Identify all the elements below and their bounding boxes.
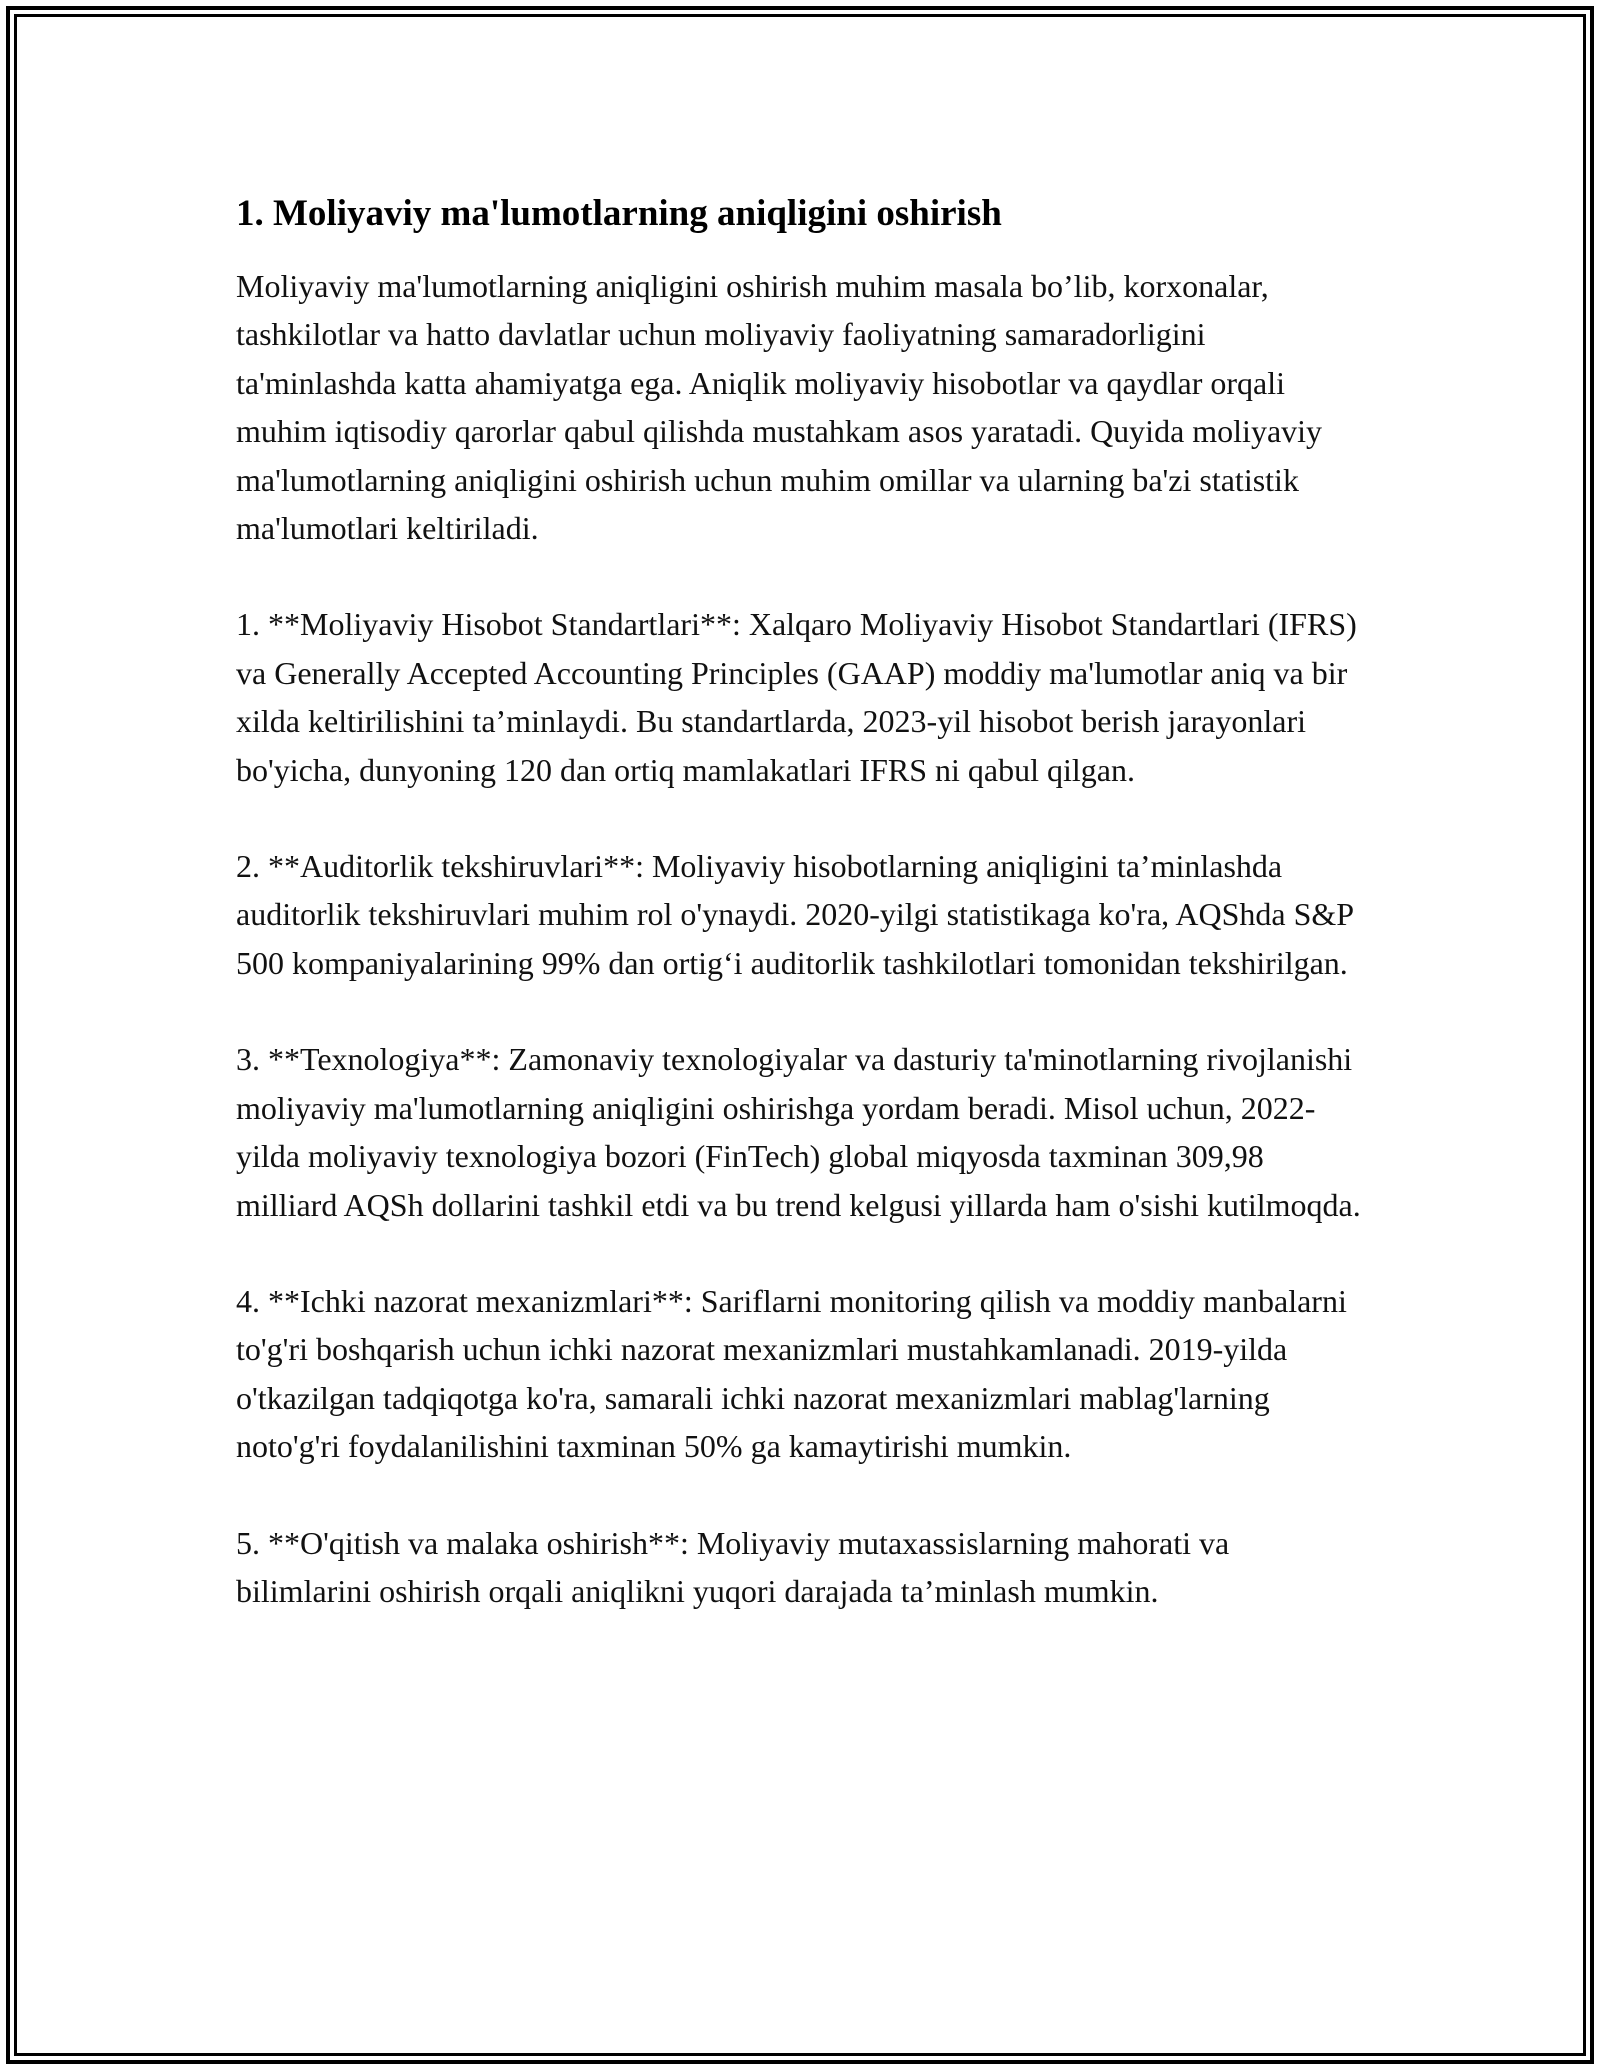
- list-item-standards: 1. **Moliyaviy Hisobot Standartlari**: Xalqaro Moliyaviy Hisobot Standartlari (IFRS) va Generally Accepted Accounting Principles (GAAP) moddiy ma'lumotlar aniq va bir xilda keltirilishini ta’minlaydi. Bu standartlarda, 2023-yil hisobot berish jarayonlari bo'yicha, dunyoning 120 dan ortiq mamlakatlari IFRS ni qabul qilgan.: [236, 606, 1357, 788]
- list-item-training: 5. **O'qitish va malaka oshirish**: Moliyaviy mutaxassislarning mahorati va bilimlarini oshirish orqali aniqlikni yuqori darajada ta’minlash mumkin.: [236, 1524, 1230, 1609]
- list-item-technology: 3. **Texnologiya**: Zamonaviy texnologiyalar va dasturiy ta'minotlarning rivojlanishi moliyaviy ma'lumotlarning aniqligini oshirishga yordam beradi. Misol uchun, 2022-yilda moliyaviy texnologiya bozori (FinTech) global miqyosda taxminan 309,98 milliard AQSh dollarini tashkil etdi va bu trend kelgusi yillarda ham o'sishi kutilmoqda.: [236, 1041, 1361, 1223]
- list-item-internal-control: 4. **Ichki nazorat mexanizmlari**: Sariflarni monitoring qilish va moddiy manbalarni to'g'ri boshqarish uchun ichki nazorat mexanizmlari mustahkamlanadi. 2019-yilda o'tkazilgan tadqiqotga ko'ra, samarali ichki nazorat mexanizmlari mablag'larning noto'g'ri foydalanilishini taxminan 50% ga kamaytirishi mumkin.: [236, 1282, 1347, 1465]
- list-item-audits: 2. **Auditorlik tekshiruvlari**: Moliyaviy hisobotlarning aniqligini ta’minlashda auditorlik tekshiruvlari muhim rol o'ynaydi. 2020-yilgi statistikaga ko'ra, AQShda S&P 500 kompaniyalarining 99% dan ortig‘i auditorlik tashkilotlari tomonidan tekshirilgan.: [236, 848, 1353, 981]
- document-body: [236, 186, 1364, 1615]
- intro-paragraph: Moliyaviy ma'lumotlarning aniqligini oshirish muhim masala bo’lib, korxonalar, tashkilotlar va hatto davlatlar uchun moliyaviy faoliyatning samaradorligini ta'minlashda katta ahamiyatga ega. Aniqlik moliyaviy hisobotlar va qaydlar orqali muhim iqtisodiy qarorlar qabul qilishda mustahkam asos yaratadi. Quyida moliyaviy ma'lumotlarning aniqligini oshirish uchun muhim omillar va ularning ba'zi statistik ma'lumotlari keltiriladi.: [236, 268, 1323, 547]
- section-heading: 1. Moliyaviy ma'lumotlarning aniqligini oshirish: [236, 193, 1002, 234]
